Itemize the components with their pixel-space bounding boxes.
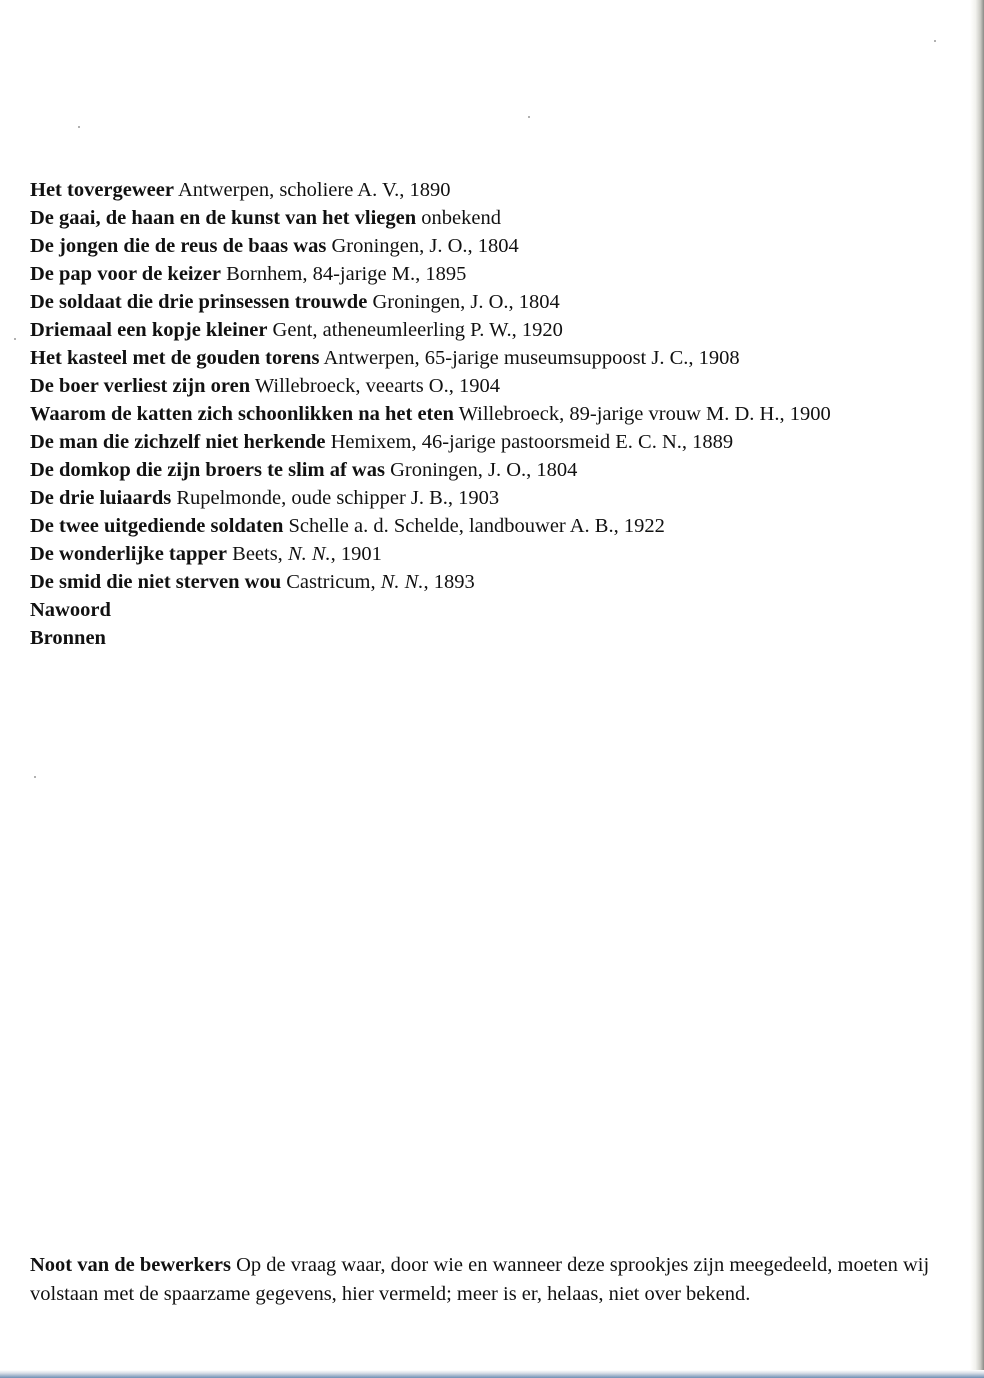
- toc-entry-source: Antwerpen, 65-jarige museumsuppoost J. C., 1908: [323, 347, 740, 369]
- toc-entry-source-place: Castricum,: [286, 571, 376, 593]
- page-edge-bottom: [0, 1370, 984, 1378]
- toc-entry: [30, 568, 831, 596]
- toc-entry-title: Driemaal een kopje kleiner: [30, 319, 268, 341]
- toc-entry: [30, 288, 831, 316]
- toc-entry-source: onbekend: [421, 207, 501, 229]
- toc-entry: [30, 344, 831, 372]
- toc-entry-title: Het tovergeweer: [30, 179, 174, 201]
- toc-entry-source: Groningen, J. O., 1804: [372, 291, 560, 313]
- toc-entry-source: [286, 571, 475, 593]
- toc-entry-title: De twee uitgediende soldaten: [30, 515, 284, 537]
- toc-entry-source: Gent, atheneumleerling P. W., 1920: [272, 319, 563, 341]
- toc-entry: [30, 232, 831, 260]
- toc-entry: [30, 400, 831, 428]
- toc-entry-title: De soldaat die drie prinsessen trouwde: [30, 291, 368, 313]
- page-edge-right: [970, 0, 984, 1378]
- toc-entry-title: De drie luiaards: [30, 487, 172, 509]
- toc-entry-title: De jongen die de reus de baas was: [30, 235, 327, 257]
- paper-speck: [14, 338, 16, 340]
- toc-entry: [30, 316, 831, 344]
- toc-entry-title: De domkop die zijn broers te slim af was: [30, 459, 385, 481]
- paper-speck: [78, 126, 80, 128]
- toc-entry-source-year: , 1901: [330, 543, 382, 565]
- toc-entry: [30, 512, 831, 540]
- editors-note-text: Op de vraag waar, door wie en wanneer deze sprookjes zijn meegedeeld, moeten wij volstaan met de spaarzame gegevens, hier vermeld; meer is er, helaas, niet over bekend.: [30, 1253, 930, 1305]
- toc-entry-source: [232, 543, 382, 565]
- toc-entry-title: Bronnen: [30, 627, 106, 649]
- toc-entry-source: Antwerpen, scholiere A. V., 1890: [177, 179, 451, 201]
- toc-entry-title: Nawoord: [30, 599, 111, 621]
- editors-note-title: Noot van de bewerkers: [30, 1253, 231, 1276]
- paper-speck: [34, 776, 36, 778]
- toc-entry-source-year: , 1893: [423, 571, 475, 593]
- toc-entry-source: Groningen, J. O., 1804: [390, 459, 578, 481]
- toc-entry-title: Waarom de katten zich schoonlikken na het eten: [30, 403, 454, 425]
- toc-entry: [30, 624, 831, 652]
- toc-entry-source: Willebroeck, veearts O., 1904: [254, 375, 500, 397]
- toc-entry-source: Schelle a. d. Schelde, landbouwer A. B., 1922: [288, 515, 665, 537]
- toc-entry: [30, 456, 831, 484]
- toc-entry-source: Rupelmonde, oude schipper J. B., 1903: [176, 487, 500, 509]
- toc-entry: [30, 428, 831, 456]
- toc-entry: [30, 484, 831, 512]
- toc-entry-title: De boer verliest zijn oren: [30, 375, 251, 397]
- toc-entry-title: Het kasteel met de gouden torens: [30, 347, 320, 369]
- toc-entry: [30, 204, 831, 232]
- toc-entry: [30, 372, 831, 400]
- paper-speck: [528, 116, 530, 118]
- toc-entry-title: De pap voor de keizer: [30, 263, 221, 285]
- toc-entry-source-name: N. N.: [287, 543, 331, 565]
- toc-entry-title: De wonderlijke tapper: [30, 543, 228, 565]
- table-of-contents: [30, 176, 831, 652]
- editors-note: [30, 1251, 930, 1309]
- toc-entry: [30, 260, 831, 288]
- paper-speck: [934, 40, 936, 42]
- toc-entry: [30, 176, 831, 204]
- toc-entry-source: Willebroeck, 89-jarige vrouw M. D. H., 1900: [458, 403, 831, 425]
- toc-entry-source: Hemixem, 46-jarige pastoorsmeid E. C. N., 1889: [330, 431, 734, 453]
- toc-entry: [30, 540, 831, 568]
- toc-entry-source-place: Beets,: [232, 543, 283, 565]
- toc-entry-title: De gaai, de haan en de kunst van het vliegen: [30, 207, 417, 229]
- toc-entry-source: Groningen, J. O., 1804: [331, 235, 519, 257]
- toc-entry-source-name: N. N.: [380, 571, 424, 593]
- toc-entry: [30, 596, 831, 624]
- toc-entry-source: Bornhem, 84-jarige M., 1895: [226, 263, 467, 285]
- toc-entry-title: De man die zichzelf niet herkende: [30, 431, 326, 453]
- toc-entry-title: De smid die niet sterven wou: [30, 571, 282, 593]
